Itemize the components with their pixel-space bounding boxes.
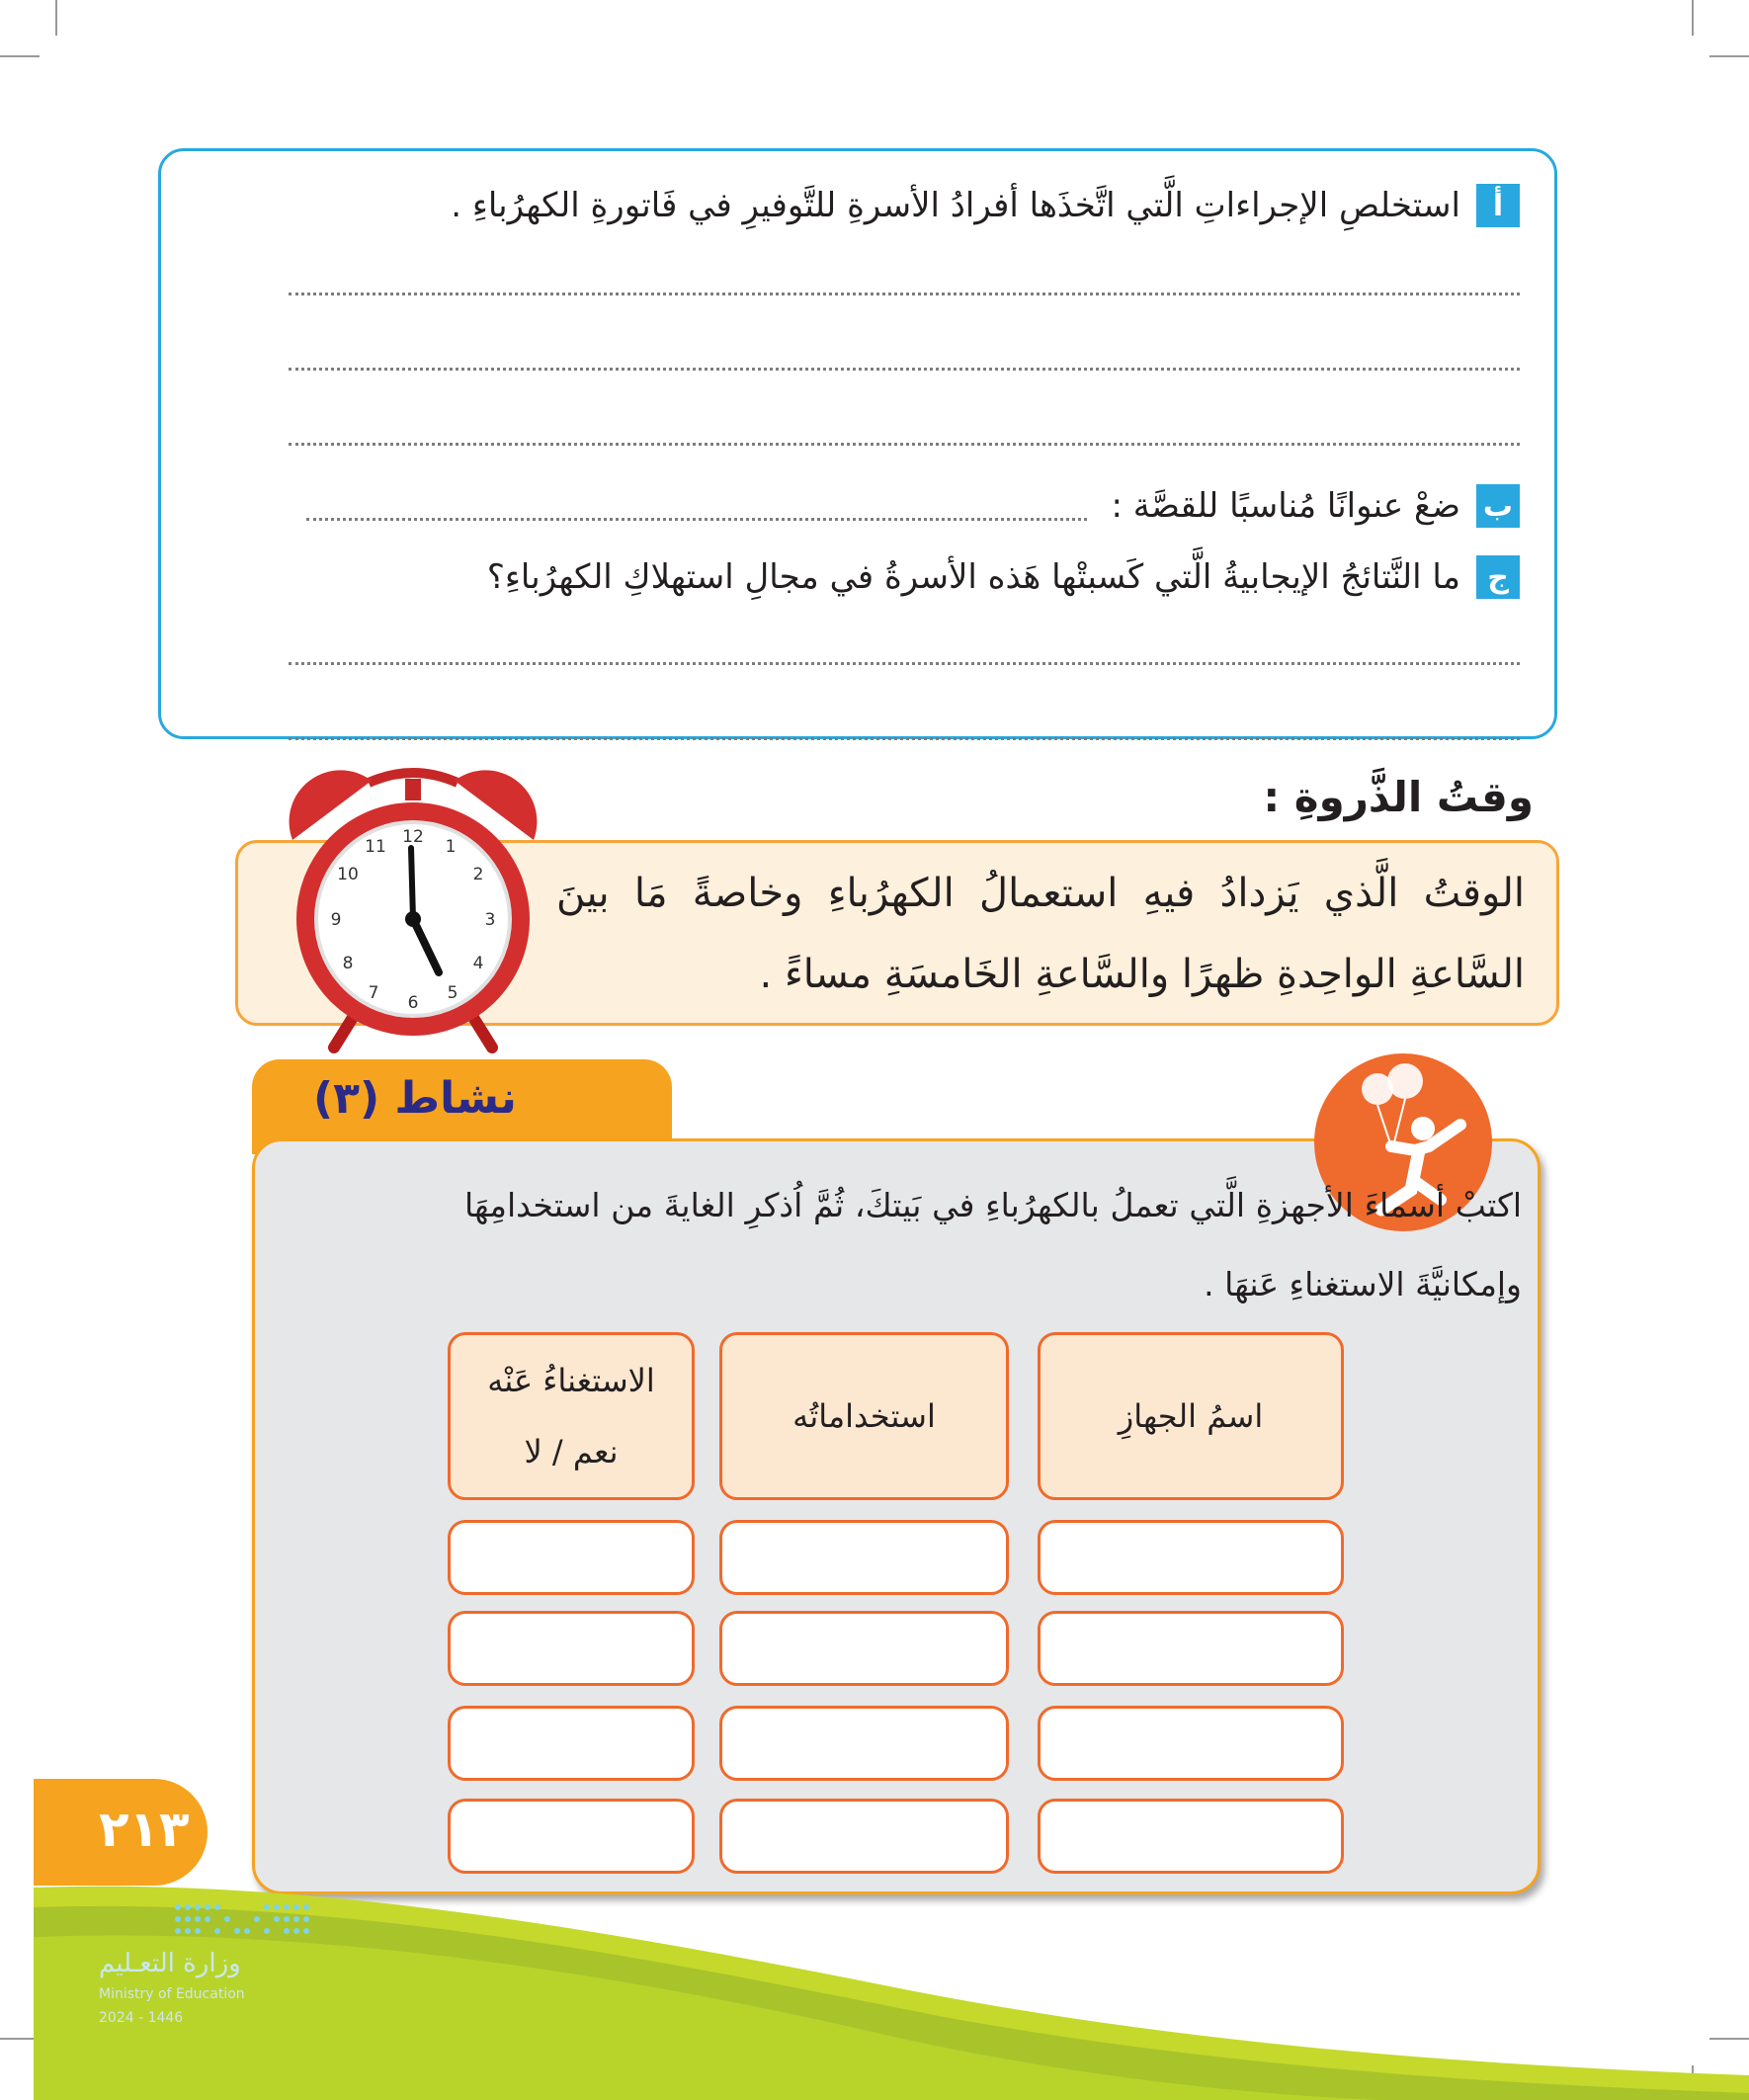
- uses-cell[interactable]: [719, 1706, 1009, 1781]
- dispense-cell[interactable]: [448, 1520, 695, 1595]
- dispense-cell[interactable]: [448, 1611, 695, 1686]
- uses-cell[interactable]: [719, 1520, 1009, 1595]
- dispense-cell[interactable]: [448, 1799, 695, 1874]
- ministry-logo-icon: [168, 1897, 316, 1947]
- question-a-text: استخلصِ الإجراءاتِ الَّتي اتَّخذَها أفرادُ الأسرةِ للتَّوفيرِ في فَاتورةِ الكهرُباءِ .: [451, 186, 1460, 225]
- svg-text:4: 4: [472, 954, 484, 973]
- svg-text:7: 7: [368, 983, 379, 1003]
- answer-line[interactable]: [289, 662, 1520, 665]
- header-uses: [719, 1332, 1009, 1500]
- device-name-cell[interactable]: [1038, 1611, 1344, 1686]
- header-dispense-options: نعم / لا: [524, 1433, 619, 1470]
- device-name-cell[interactable]: [1038, 1520, 1344, 1595]
- crop-mark: [55, 0, 57, 36]
- answer-line[interactable]: [289, 293, 1520, 295]
- svg-text:11: 11: [365, 837, 386, 857]
- dispense-cell[interactable]: [448, 1706, 695, 1781]
- page-number: ٢١٣: [99, 1801, 190, 1858]
- header-dispense-label: الاستغناءُ عَنْه: [487, 1362, 655, 1399]
- ministry-name-en: Ministry of Education: [99, 1986, 245, 2002]
- peak-title: وقتُ الذَّروةِ :: [1263, 773, 1534, 821]
- alarm-clock-icon: [265, 761, 561, 1057]
- crop-mark: [1692, 0, 1694, 36]
- header-uses-label: استخداماتُه: [792, 1397, 936, 1435]
- header-device-name-label: اسمُ الجهازِ: [1118, 1397, 1264, 1435]
- svg-text:2: 2: [472, 865, 484, 884]
- crop-mark: [1709, 55, 1749, 57]
- svg-text:12: 12: [402, 827, 424, 847]
- svg-text:5: 5: [447, 983, 458, 1003]
- uses-cell[interactable]: [719, 1799, 1009, 1874]
- activity-instruction: اكتبْ أسماءَ الأجهزةِ الَّتي تعملُ بالكهرُباءِ في بَيتكَ، ثُمَّ اُذكرِ الغايةَ من استخدامِهَا وإمكانيَّةَ الاستغناءِ عَنهَا .: [464, 1186, 1522, 1303]
- svg-text:1: 1: [445, 837, 457, 857]
- header-dispense: [448, 1332, 695, 1500]
- svg-text:3: 3: [484, 910, 496, 930]
- question-c-text: ما النَّتائجُ الإيجابيةُ الَّتي كَسبتْها هَذه الأسرةُ في مجالِ استهلاكِ الكهرُباءِ؟: [486, 557, 1460, 597]
- question-c: [487, 555, 1520, 599]
- question-c-letter: ج: [1476, 555, 1520, 599]
- question-a-letter: أ: [1476, 184, 1520, 227]
- activity-title: نشاط (٣): [313, 1073, 517, 1124]
- svg-text:10: 10: [337, 865, 359, 884]
- device-name-cell[interactable]: [1038, 1799, 1344, 1874]
- answer-line[interactable]: [289, 443, 1520, 446]
- answer-line[interactable]: [289, 368, 1520, 371]
- question-b-letter: ب: [1476, 484, 1520, 528]
- svg-text:6: 6: [407, 993, 419, 1013]
- ministry-year: 2024 - 1446: [99, 2010, 184, 2026]
- crop-mark: [0, 55, 40, 57]
- peak-definition-text: الوقتُ الَّذي يَزدادُ فيهِ استعمالُ الكهرُباءِ وخاصةً مَا بينَ السَّاعةِ الواحِدةِ ظهرًا والسَّاعةِ الخَامسَةِ مساءً .: [556, 871, 1525, 997]
- svg-text:8: 8: [342, 954, 354, 973]
- title-answer-line[interactable]: [306, 518, 1087, 521]
- question-b: [1112, 484, 1521, 528]
- header-device-name: [1038, 1332, 1344, 1500]
- question-b-text: ضعْ عنوانًا مُناسبًا للقصَّة :: [1111, 486, 1460, 526]
- question-a: [451, 184, 1520, 227]
- ministry-name: وزارة التعـليم: [99, 1949, 241, 1978]
- answer-line[interactable]: [289, 737, 1520, 740]
- uses-cell[interactable]: [719, 1611, 1009, 1686]
- svg-text:9: 9: [330, 910, 342, 930]
- device-name-cell[interactable]: [1038, 1706, 1344, 1781]
